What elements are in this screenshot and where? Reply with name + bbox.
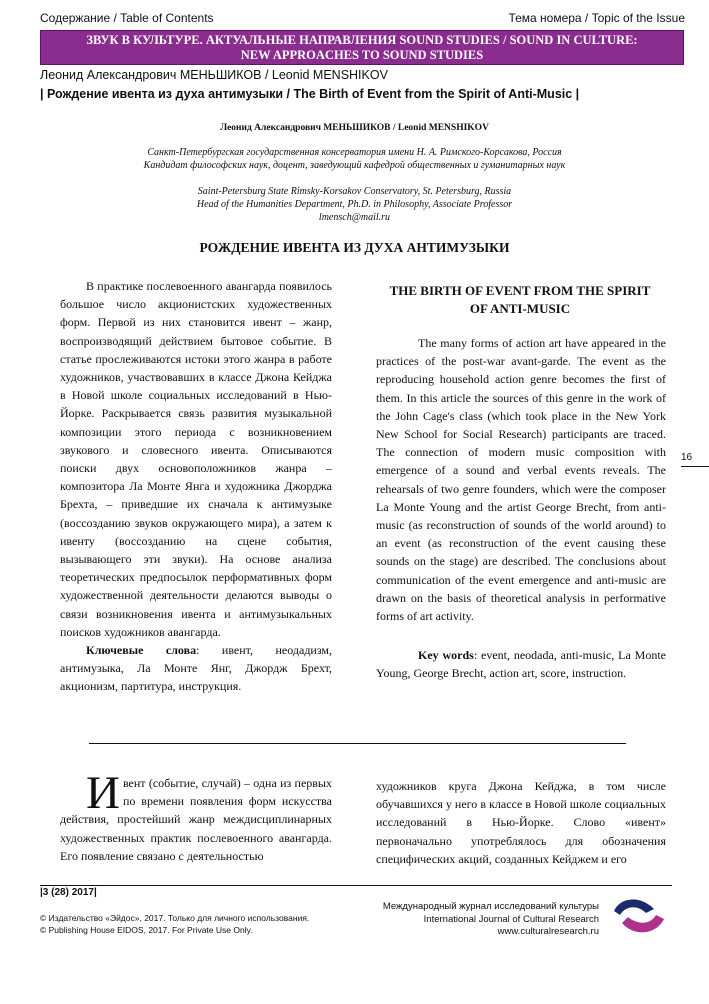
section-banner [40,30,684,65]
header-section-right[interactable]: Тема номера / Topic of the Issue [508,11,685,25]
journal-info [383,901,599,939]
page-number: 16 [681,452,693,463]
journal-name-en: International Journal of Cultural Research [423,913,599,925]
en-abstract: The many forms of action art have appeared in the practices of the post-war avant-garde. The event as the reproducing household action genre becomes the first of them. In this article the sources of this genre in the work of the John Cage's class (which took place in the New York New School for Social Research) participants are traced. The connection of modern music composition with emergence of a sound and verbal events reveals. The rehearsals of two genre founders, which were the composer La Monte Young and the artist George Brecht, from anti-music (as reconstruction of sounds of the world around) to an event (as reconstruction of the event causing these sounds on the stage) are described. The conclusions about communication of the event emergence and anti-music are drawn on the basis of theoretical analysis in performative forms of art activity. [376,336,666,624]
footer-rule [40,885,672,886]
ru-keywords-text: : ивент, неодадизм, антимузыка, Ла Монте Янг, Джордж Брехт, акционизм, партитура, инструкция. [60,643,333,694]
journal-url[interactable]: www.culturalresearch.ru [497,926,599,937]
en-keywords-label: Key words [418,648,474,662]
ru-abstract [60,277,332,641]
running-title: | Рождение ивента из духа антимузыки / The Birth of Event from the Spirit of Anti-Music | [40,87,580,101]
en-affiliation-1: Saint-Petersburg State Rimsky-Korsakov Conservatory, St. Petersburg, Russia [197,186,512,197]
body-column-left [60,767,332,865]
ru-affiliation-2: Кандидат философских наук, доцент, заведующий кафедрой общественных и гуманитарных наук [143,160,566,171]
ru-abstract-text: В практике послевоенного авангарда появилось большое число акционистских художественных форм. Первой из них становится ивент – жанр, воспроизводящий действием бытовое событие. В статье прослеживаются истоки этого жанра в работе художников, участвовавших в классе Джона Кейджа в Новой школе социальных исследований в Нью-Йорке. Раскрывается связь развития музыкальной композиции этого периода с возникновением звукового и словесного ивента. Описываются поиски двух основоположников жанра – композитора Ла Монте Янга и художника Джорджа Брехта, – приведшие их сначала к антимузыке (воссозданию звуков окружающего мира), а затем к ивенту (воссозданию на сцене события, вызывающего эти звуки). На основе анализа теоретических предпосылок перформативных форм художественной деятельности делаются выводы о связи возникновения ивента и антимузыкальных поисков художников авангарда. [60,279,332,639]
body-left-text: вент (событие, случай) – одна из первых по времени появления форм искусства действия, простейший жанр междисциплинарных художественных практик послевоенного авангарда. Его появление связано с деятельностью [60,776,332,863]
en-title [374,282,666,318]
article-title: РОЖДЕНИЕ ИВЕНТА ИЗ ДУХА АНТИМУЗЫКИ [199,240,510,255]
en-title-line-2: OF ANTI-MUSIC [469,301,571,316]
en-affiliation-2: Head of the Humanities Department, Ph.D. in Philosophy, Associate Professor [196,199,513,210]
copyright [40,912,309,936]
ru-keywords-label: Ключевые слова [86,643,197,657]
journal-logo-icon [610,893,668,935]
author-name: Леонид Александрович МЕНЬШИКОВ / Leonid MENSHIKOV [220,123,489,133]
copyright-ru: © Издательство «Эйдос», 2017. Только для личного использования. [40,913,310,923]
ru-keywords [60,641,332,696]
copyright-en: © Publishing House EIDOS, 2017. For Private Use Only. [40,925,253,935]
ru-affiliation-1: Санкт-Петербургская государственная консерватория имени Н. А. Римского-Корсакова, Россия [147,147,562,158]
page-number-rule [681,466,709,467]
journal-name-ru: Международный журнал исследований культуры [382,901,599,912]
author-email[interactable]: lmensch@mail.ru [318,212,391,223]
logo-wave-blue [614,899,654,915]
section-divider [89,743,626,744]
issue-number: |3 (28) 2017| [40,887,97,898]
en-keywords-text: : event, neodada, anti-music, La Monte Young, George Brecht, action art, score, instruction. [376,648,666,681]
body-column-right: художников круга Джона Кейджа, в том числе обучавшихся у него в классе в Новой школе социальных исследований в Нью-Йорке. Слово «ивент» первоначально употреблялось для обозначения специфических акций, созданных Кейджем и его [376,779,666,866]
drop-cap: И [86,767,120,819]
en-title-line-1: THE BIRTH OF EVENT FROM THE SPIRIT [389,283,651,298]
header-section-left[interactable]: Содержание / Table of Contents [40,11,214,25]
banner-line-2: NEW APPROACHES TO SOUND STUDIES [240,48,484,62]
en-keywords [376,646,666,682]
running-author: Леонид Александрович МЕНЬШИКОВ / Leonid MENSHIKOV [40,68,388,82]
logo-wave-magenta [622,915,664,932]
banner-line-1: ЗВУК В КУЛЬТУРЕ. АКТУАЛЬНЫЕ НАПРАВЛЕНИЯ SOUND STUDIES / SOUND IN CULTURE: [86,33,638,47]
